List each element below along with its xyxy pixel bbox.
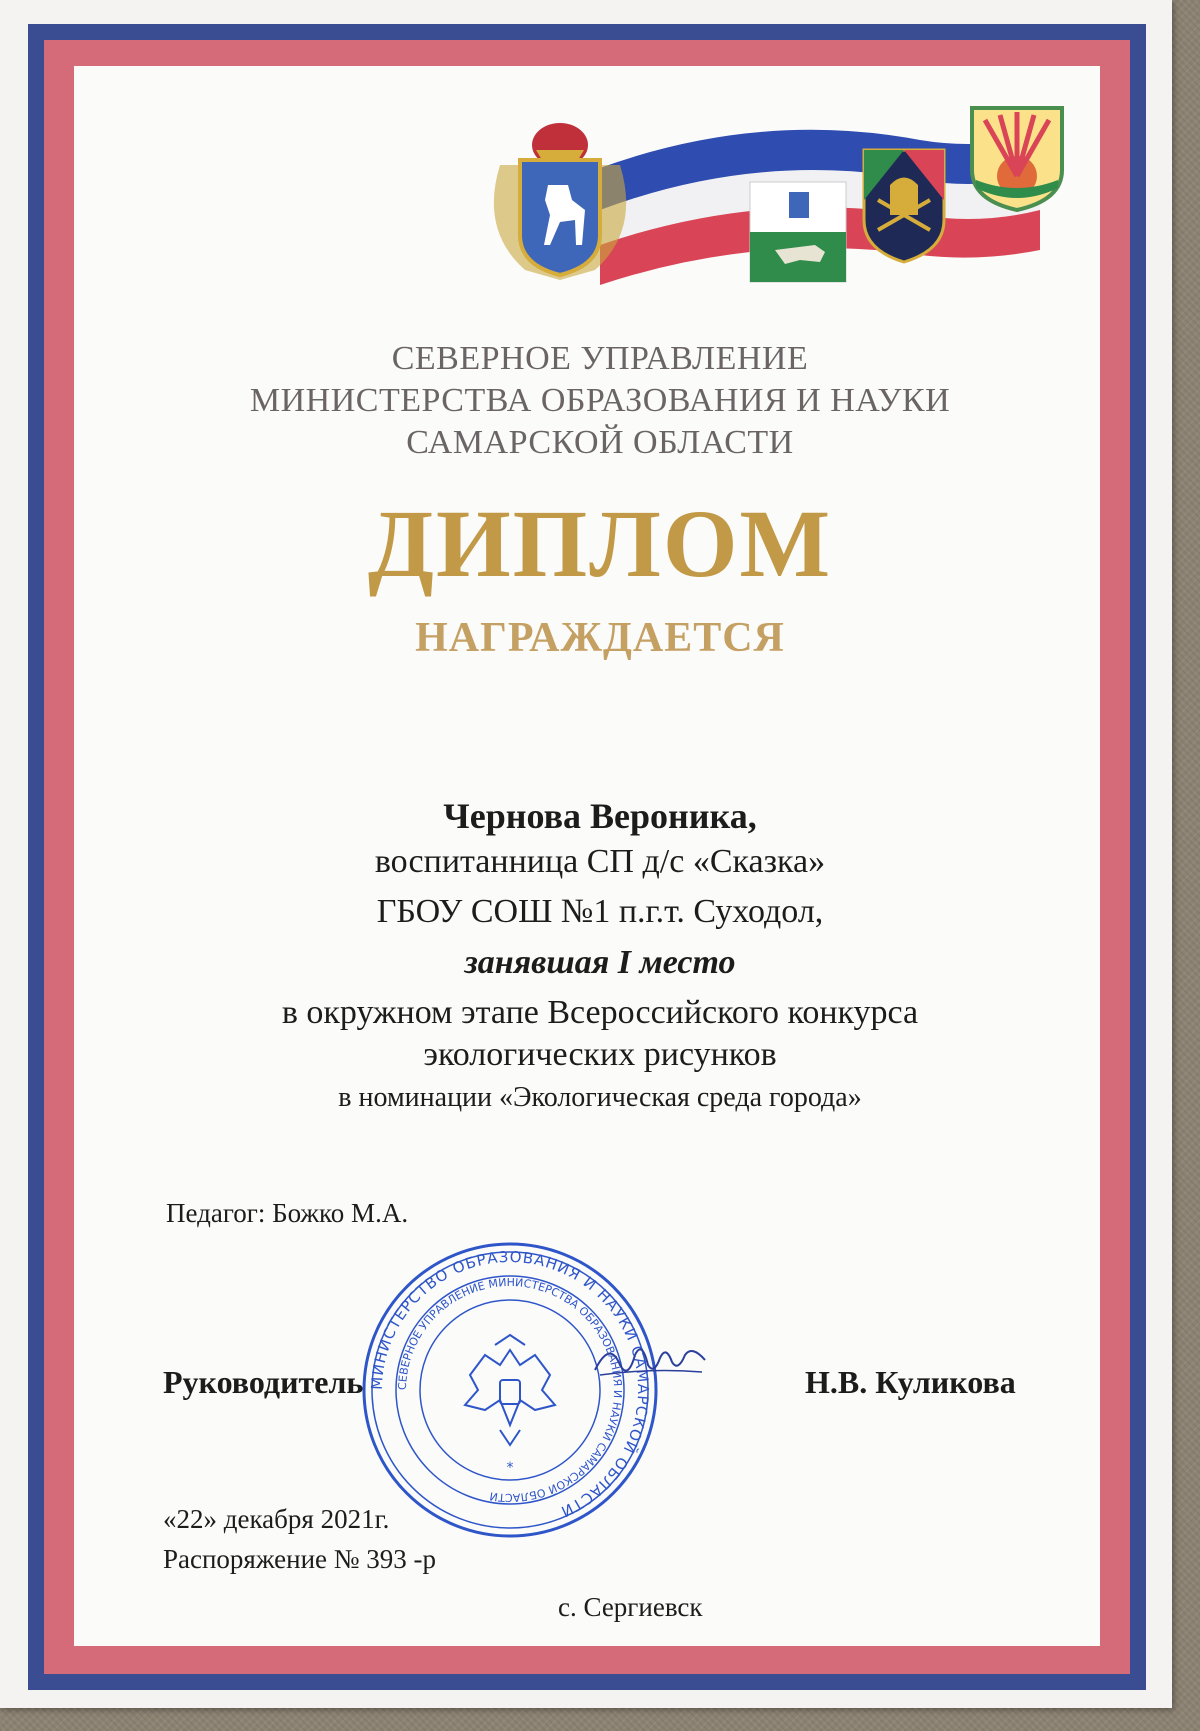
stamp-inner-text: СЕВЕРНОЕ УПРАВЛЕНИЕ МИНИСТЕРСТВА ОБРАЗОВАНИЯ И НАУКИ САМАРСКОЙ ОБЛАСТИ — [395, 1275, 625, 1505]
district-flag-icon — [750, 182, 846, 282]
nomination-line: в номинации «Экологическая среда города» — [338, 1082, 862, 1113]
handwritten-signature — [590, 1330, 710, 1390]
diploma-title: ДИПЛОМ — [367, 490, 833, 597]
official-stamp — [360, 1240, 660, 1540]
district-coat-of-arms-icon — [864, 150, 944, 262]
place-taken: занявшая I место — [464, 944, 736, 981]
double-headed-eagle-icon — [465, 1335, 555, 1445]
issue-date: «22» декабря 2021г. — [163, 1504, 390, 1534]
svg-text:*: * — [506, 1460, 514, 1476]
stamp-outer-text: МИНИСТЕРСТВО ОБРАЗОВАНИЯ И НАУКИ САМАРСКОЙ ОБЛАСТИ — [367, 1247, 653, 1521]
awarded-heading: НАГРАЖДАЕТСЯ — [415, 615, 785, 661]
settlement-coat-of-arms-icon — [972, 108, 1062, 210]
teacher-line: Педагог: Божко М.А. — [166, 1198, 409, 1228]
emblems-banner — [0, 0, 1200, 300]
samara-coat-of-arms-icon — [494, 123, 626, 280]
org-line-1: СЕВЕРНОЕ УПРАВЛЕНИЕ — [391, 340, 809, 377]
recipient-line-2: ГБОУ СОШ №1 п.г.т. Суходол, — [376, 893, 824, 930]
issue-place: с. Сергиевск — [558, 1592, 703, 1622]
signatory-name: Н.В. Куликова — [805, 1364, 1016, 1400]
recipient-line-4: экологических рисунков — [423, 1036, 777, 1073]
recipient-line-3: в окружном этапе Всероссийского конкурса — [281, 994, 919, 1031]
order-number: Распоряжение № 393 -р — [163, 1544, 437, 1574]
recipient-line-1: воспитанница СП д/с «Сказка» — [374, 843, 826, 880]
org-line-2: МИНИСТЕРСТВА ОБРАЗОВАНИЯ И НАУКИ — [249, 382, 951, 419]
org-line-3: САМАРСКОЙ ОБЛАСТИ — [406, 424, 794, 461]
signatory-role: Руководитель — [163, 1364, 364, 1400]
recipient-name: Чернова Вероника, — [443, 796, 757, 836]
